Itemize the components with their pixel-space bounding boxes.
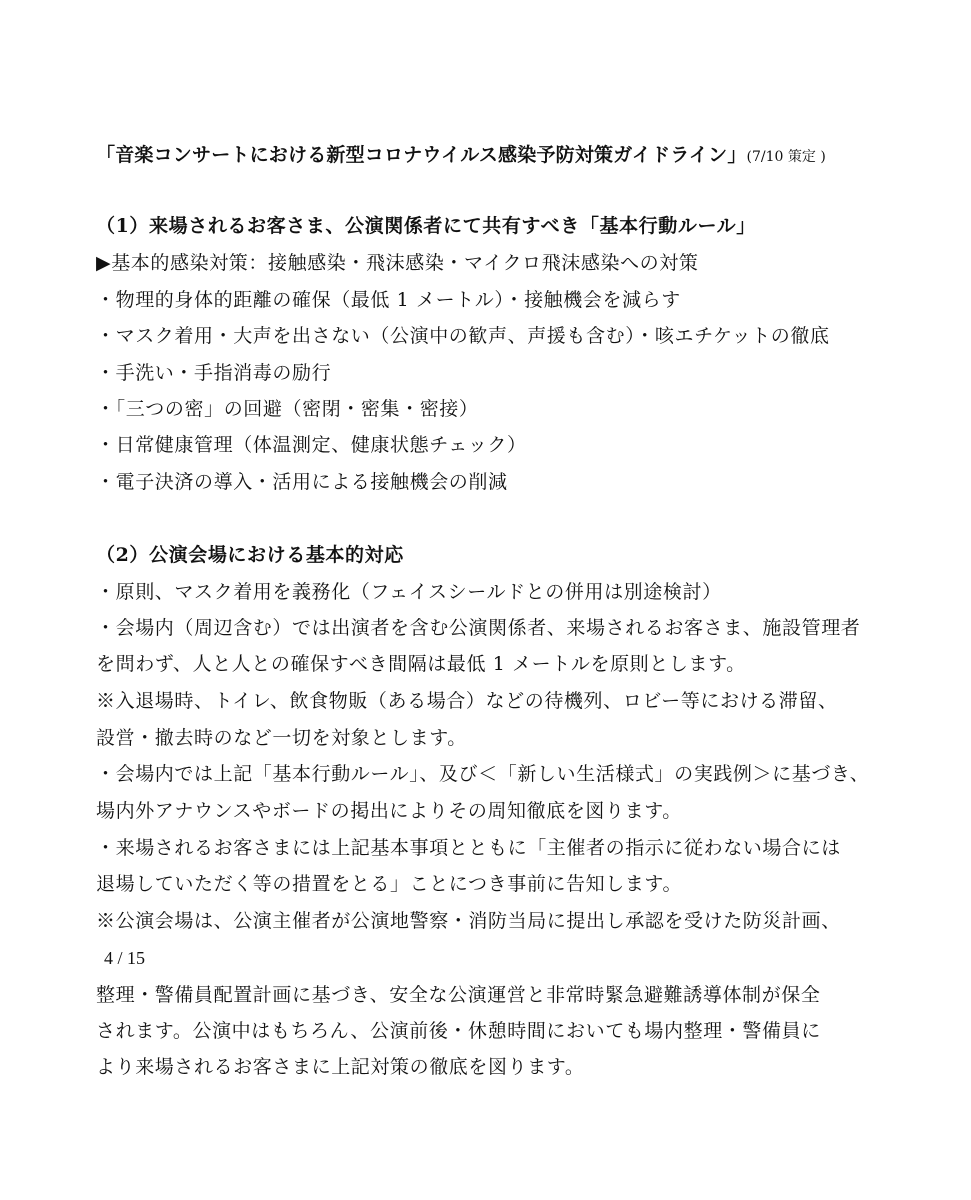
- page-number: 4 / 15: [104, 948, 146, 968]
- section2-line: 設営・撤去時のなど一切を対象とします。: [96, 727, 467, 749]
- section2-line: ・会場内（周辺含む）では出演者を含む公演関係者、来場されるお客さま、施設管理者: [96, 617, 861, 639]
- section2-continued-line: されます。公演中はもちろん、公演前後・休憩時間においても場内整理・警備員に: [96, 1020, 821, 1042]
- section1-line: ・電子決済の導入・活用による接触機会の削減: [96, 471, 508, 493]
- section1-line: ・物理的身体的距離の確保（最低 1 メートル）・接触機会を減らす: [96, 289, 681, 311]
- section2-line: を問わず、人と人との確保すべき間隔は最低 1 メートルを原則とします。: [96, 653, 746, 675]
- section2-line: ・来場されるお客さまには上記基本事項とともに「主催者の指示に従わない場合には: [96, 837, 841, 859]
- section2-line: ※公演会場は、公演主催者が公演地警察・消防当局に提出し承認を受けた防災計画、: [96, 910, 841, 932]
- section1-line: ・マスク着用・大声を出さない（公演中の歓声、声援も含む）・咳エチケットの徹底: [96, 325, 830, 347]
- section2-continued-line: 整理・警備員配置計画に基づき、安全な公演運営と非常時緊急避難誘導体制が保全: [96, 984, 821, 1006]
- document-title: [96, 143, 826, 169]
- section1-line: ・手洗い・手指消毒の励行: [96, 362, 332, 384]
- section2-continued-line: より来場されるお客さまに上記対策の徹底を図ります。: [96, 1056, 585, 1078]
- section2-line: ・会場内では上記「基本行動ルール」、及び＜「新しい生活様式」の実践例＞に基づき、: [96, 763, 870, 785]
- section2-line: 退場していただく等の措置をとる」ことにつき事前に告知します。: [96, 873, 683, 895]
- section2-heading: （2）公演会場における基本的対応: [96, 544, 404, 566]
- document-title-date: (7/10 策定 ): [746, 149, 826, 165]
- section1-heading: （1）来場されるお客さま、公演関係者にて共有すべき「基本行動ルール」: [96, 215, 756, 237]
- document-title-text: 「音楽コンサートにおける新型コロナウイルス感染予防対策ガイドライン」: [96, 144, 747, 166]
- section1-line: ・日常健康管理（体温測定、健康状態チェック）: [96, 434, 527, 456]
- section2-line: ※入退場時、トイレ、飲食物販（ある場合）などの待機列、ロビー等における滞留、: [96, 690, 838, 712]
- section1-line: ▶基本的感染対策：接触感染・飛沫感染・マイクロ飛沫感染への対策: [96, 252, 699, 274]
- section2-line: ・原則、マスク着用を義務化（フェイスシールドとの併用は別途検討）: [96, 581, 722, 603]
- section2-line: 場内外アナウンスやボードの掲出によりその周知徹底を図ります。: [96, 800, 682, 822]
- section1-line: ・「三つの密」の回避（密閉・密集・密接）: [96, 398, 479, 420]
